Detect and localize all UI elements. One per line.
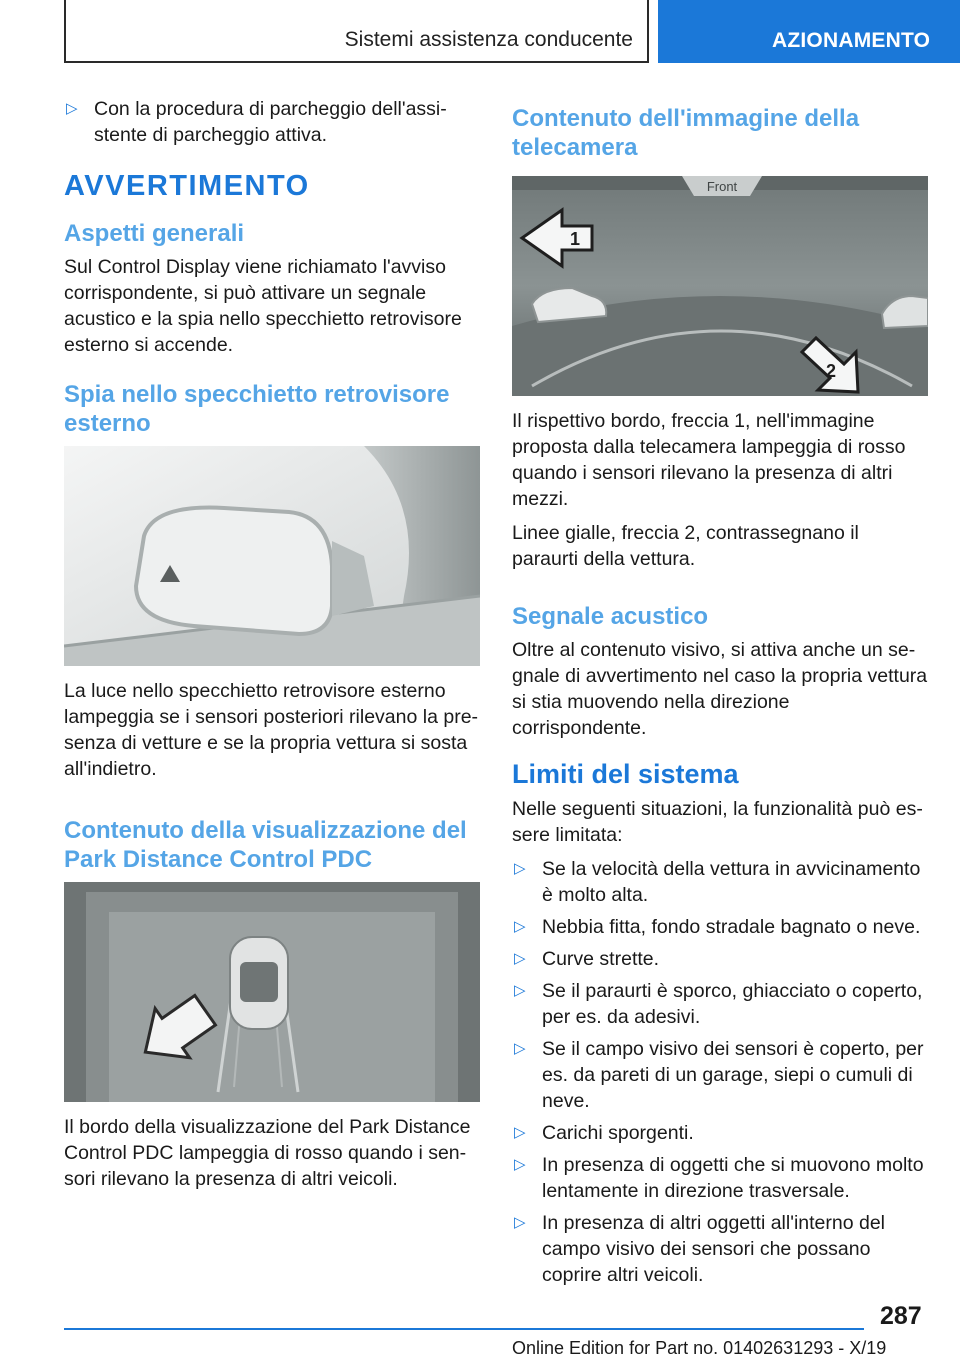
limits-item-text: In presenza di oggetti che si muovono molto lentamente in direzione trasversale. (542, 1154, 924, 1202)
mirror-text: La luce nello specchietto retrovisore esterno lampeggia se i sensori posteriori rilevano la presenza di vetture e se la propria vettura si sosta all'indietro. (64, 680, 479, 780)
header-section-box (64, 0, 649, 63)
camera-text-2: Linee gialle, freccia 2, contrassegnano il paraurti della vettura. (512, 522, 859, 570)
limits-item-text: Se la velocità della vettura in avvicinamento è molto alta. (542, 858, 921, 906)
pdc-text: Il bordo della visualizzazione del Park Distance Control PDC lampeggia di rosso quando i sensori rilevano la presenza di altri veicoli. (64, 1116, 471, 1190)
bullet-triangle-icon: ▷ (66, 100, 78, 117)
bullet-triangle-icon: ▷ (514, 1124, 526, 1141)
limits-list-item (512, 856, 928, 908)
bullet-text: Con la procedura di parcheggio dell'assistente di parcheggio attiva. (94, 98, 447, 146)
left-column (64, 96, 480, 1200)
camera-text-1: Il rispettivo bordo, freccia 1, nell'immagine proposta dalla telecamera lampeggia di rosso quando i sensori rilevano la presenza di altri mezzi. (512, 410, 906, 510)
limits-item-text: Curve strette. (542, 948, 660, 970)
bullet-triangle-icon: ▷ (514, 950, 526, 967)
camera-front-label: Front (706, 179, 738, 194)
bullet-triangle-icon: ▷ (514, 1214, 526, 1231)
limits-item-text: Nebbia fitta, fondo stradale bagnato o neve. (542, 916, 921, 938)
limits-list-item (512, 1152, 928, 1204)
bullet-triangle-icon: ▷ (514, 1040, 526, 1057)
camera-heading: Contenuto dell'immagine della telecamera (512, 105, 860, 161)
header-section-title: Sistemi assistenza conducente (344, 28, 633, 51)
list-item (64, 96, 480, 148)
right-column (512, 104, 928, 1294)
limits-item-text: Se il paraurti è sporco, ghiacciato o coperto, per es. da adesivi. (542, 980, 923, 1028)
general-heading: Aspetti generali (64, 220, 245, 247)
footer-divider (64, 1328, 864, 1330)
camera-image-figure (512, 176, 928, 396)
bullet-triangle-icon: ▷ (514, 1156, 526, 1173)
limits-list-item (512, 1120, 928, 1146)
arrow-2-label: 2 (826, 361, 837, 381)
page-number: 287 (880, 1302, 922, 1330)
limits-list-item (512, 978, 928, 1030)
bullet-triangle-icon: ▷ (514, 982, 526, 999)
mirror-indicator-figure (64, 446, 480, 666)
limits-item-text: Se il campo visivo dei sensori è coperto, per es. da pareti di un garage, siepi o cumuli di neve. (542, 1038, 924, 1112)
arrow-1-label: 1 (570, 229, 581, 249)
acoustic-text: Oltre al contenuto visivo, si attiva anche un segnale di avvertimento nel caso la propria vettura si stia muovendo nella direzione corrispondente. (512, 639, 928, 739)
general-text: Sul Control Display viene richiamato l'avviso corrispondente, si può attivare un segnale acustico e la spia nello specchietto retrovisore esterno si accende. (64, 256, 462, 356)
limits-list-item (512, 914, 928, 940)
limits-item-text: Carichi sporgenti. (542, 1122, 694, 1144)
header-chapter-title: AZIONAMENTO (772, 29, 931, 52)
limits-list-item (512, 1210, 928, 1288)
pdc-display-figure (64, 882, 480, 1102)
header-chapter-tab[interactable] (658, 0, 960, 63)
limits-heading: Limiti del sistema (512, 759, 739, 789)
footer-edition: Online Edition for Part no. 01402631293 - X/19 (512, 1338, 887, 1358)
mirror-heading: Spia nello specchietto retrovisore esterno (64, 381, 450, 437)
acoustic-heading: Segnale acustico (512, 603, 709, 630)
bullet-triangle-icon: ▷ (514, 918, 526, 935)
limits-list-item (512, 1036, 928, 1114)
limits-list-item (512, 946, 928, 972)
pdc-heading: Contenuto della visualizzazione del Park Distance Control PDC (64, 817, 467, 873)
bullet-triangle-icon: ▷ (514, 860, 526, 877)
warning-heading: AVVERTIMENTO (64, 170, 310, 202)
limits-item-text: In presenza di altri oggetti all'interno del campo visivo dei sensori che possano coprire altri veicoli. (542, 1212, 886, 1286)
limits-intro: Nelle seguenti situazioni, la funzionalità può essere limitata: (512, 798, 923, 846)
